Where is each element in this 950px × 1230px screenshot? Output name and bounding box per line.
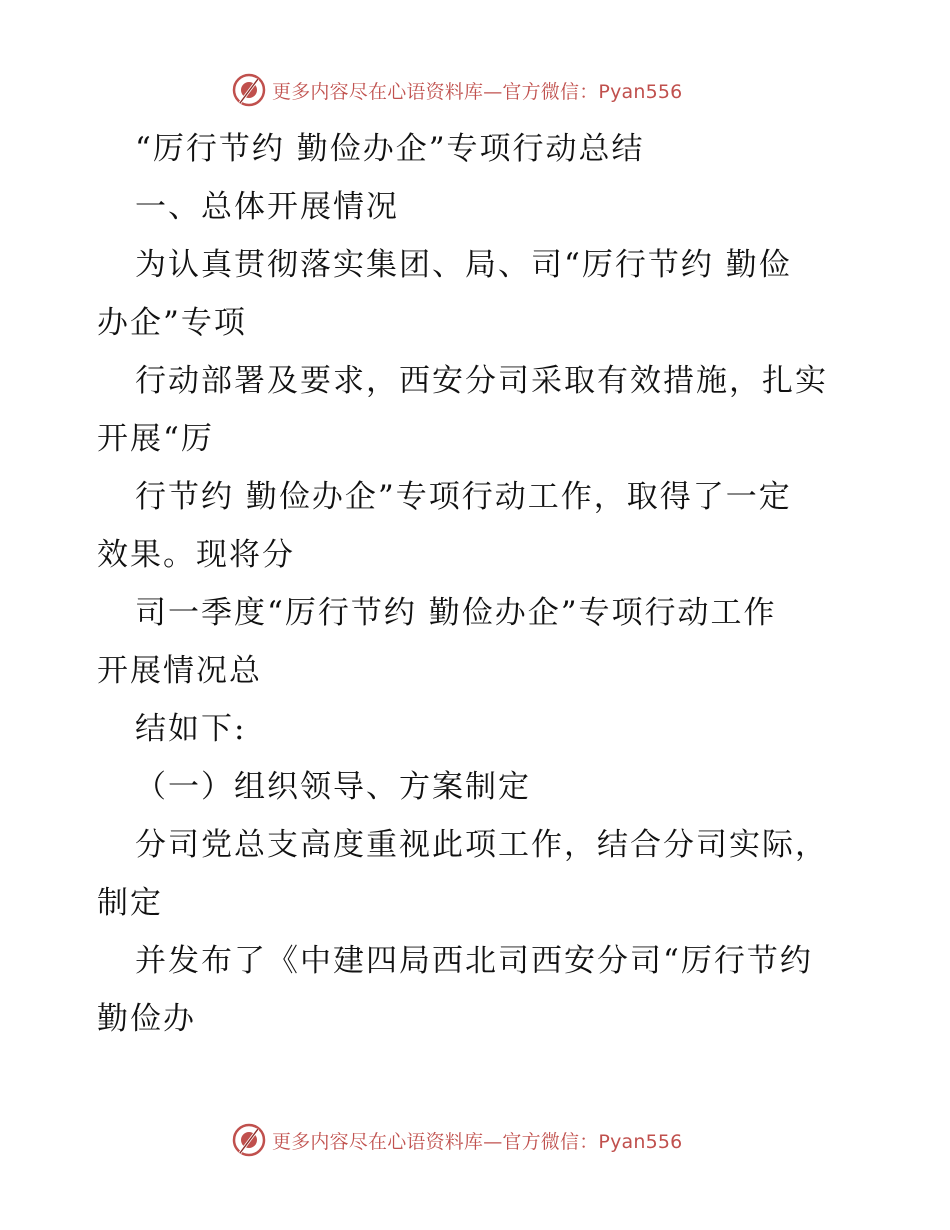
paragraph-line: 开展情况总 xyxy=(97,653,262,689)
paragraph-line: 制定 xyxy=(97,885,163,921)
paragraph-line: 为认真贯彻落实集团、局、司“厉行节约 勤俭 xyxy=(135,247,792,283)
paragraph-line: 行节约 勤俭办企”专项行动工作，取得了一定 xyxy=(135,479,792,515)
section-heading: 一、总体开展情况 xyxy=(135,189,399,225)
paragraph-line: 并发布了《中建四局西北司西安分司“厉行节约 xyxy=(135,943,813,979)
footer-banner xyxy=(232,1120,712,1160)
header-banner xyxy=(232,70,712,110)
banner-text: 更多内容尽在心语资料库—官方微信：Pyan556 xyxy=(272,80,683,103)
paragraph-line: 分司党总支高度重视此项工作，结合分司实际， xyxy=(135,827,828,863)
paragraph-line: 开展“厉 xyxy=(97,421,214,457)
subsection-heading: （一）组织领导、方案制定 xyxy=(135,769,531,805)
pen-logo-icon xyxy=(232,73,266,107)
paragraph-line: 结如下: xyxy=(135,711,247,747)
paragraph-line: 司一季度“厉行节约 勤俭办企”专项行动工作 xyxy=(135,595,777,631)
paragraph-line: 办企”专项 xyxy=(97,305,247,341)
document-title: “厉行节约 勤俭办企”专项行动总结 xyxy=(135,131,645,167)
wechat-id: Pyan556 xyxy=(598,1130,683,1153)
banner-text: 更多内容尽在心语资料库—官方微信：Pyan556 xyxy=(272,1130,683,1153)
wechat-id: Pyan556 xyxy=(598,80,683,103)
paragraph-line: 效果。现将分 xyxy=(97,537,295,573)
paragraph-line: 勤俭办 xyxy=(97,1001,196,1037)
pen-logo-icon xyxy=(232,1123,266,1157)
paragraph-line: 行动部署及要求，西安分司采取有效措施，扎实 xyxy=(135,363,828,399)
document-body xyxy=(97,120,857,1048)
